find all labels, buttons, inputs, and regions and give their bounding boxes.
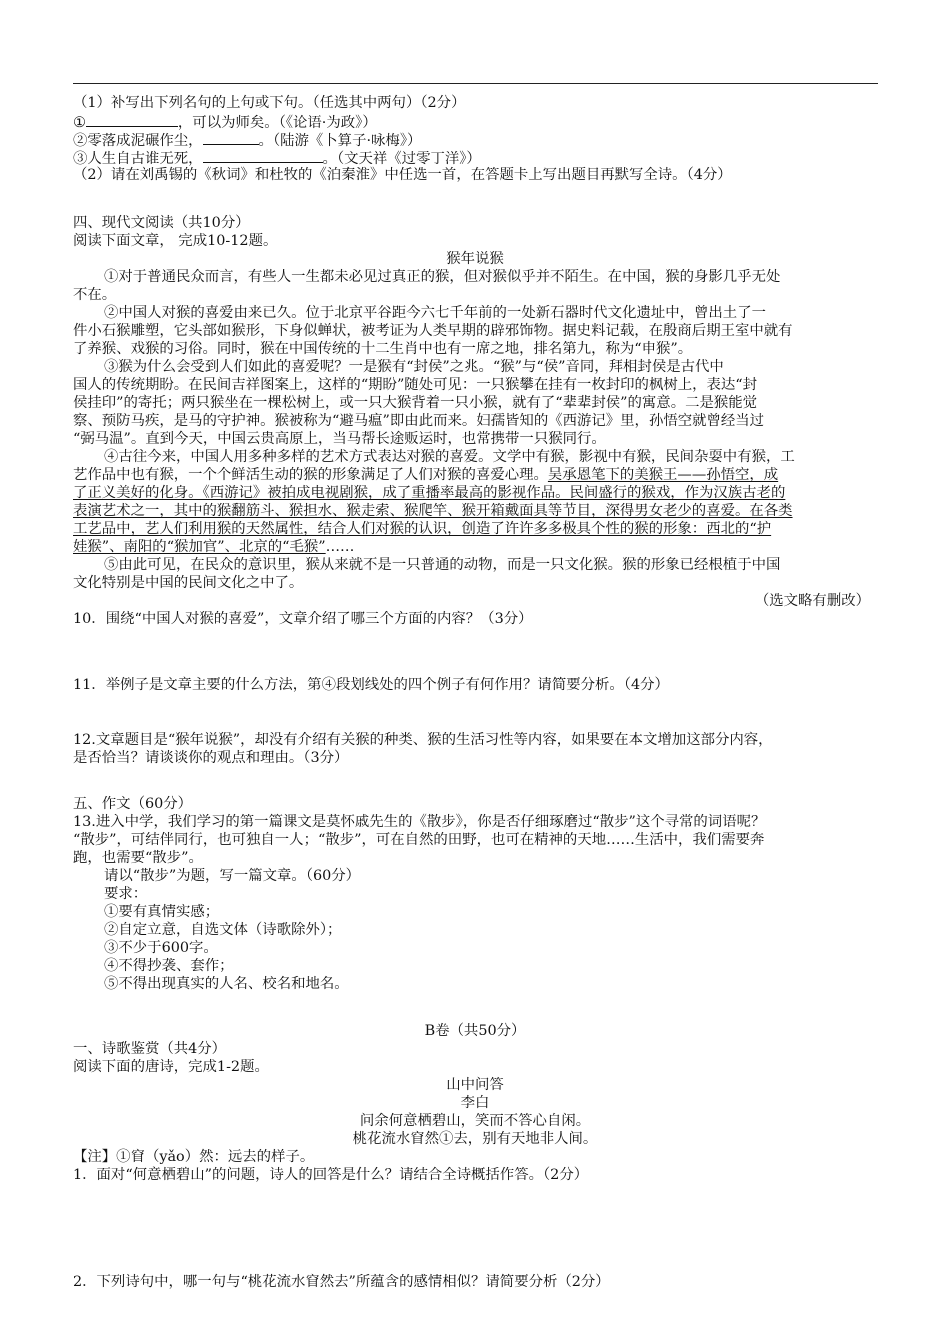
poetry-heading: 一、诗歌鉴赏（共4分） xyxy=(73,1041,227,1057)
essay-line3: 跑，也需要“散步”。 xyxy=(73,850,203,866)
part-b-question-1: 1．面对“何意栖碧山”的问题，诗人的回答是什么？请结合全诗概括作答。（2分） xyxy=(73,1167,589,1183)
para3-line2: 国人的传统期盼。在民间吉祥图案上，这样的“期盼”随处可见：一只猴攀在挂有一枚封印的枫树上，表达“封 xyxy=(73,377,758,393)
essay-req-5: ⑤不得出现真实的人名、校名和地名。 xyxy=(104,976,349,992)
para3-line3: 侯挂印”的寄托；两只猴坐在一棵松树上，或一只大猴背着一只小猴，就有了“辈辈封侯”的寓意。二是猴能觉 xyxy=(73,395,758,411)
essay-prompt: 请以“散步”为题，写一篇文章。（60分） xyxy=(104,868,361,884)
essay-req-4: ④不得抄袭、套作； xyxy=(104,958,234,974)
para4-line3: 了正义美好的化身。《西游记》被拍成电视剧猴，成了重播率最高的影视作品。民间盛行的猴戏，作为汉族古老的 xyxy=(73,485,786,501)
question-11: 11．举例子是文章主要的什么方法，第④段划线处的四个例子有何作用？请简要分析。（4分） xyxy=(73,677,669,693)
para5-line1: ⑤由此可见，在民众的意识里，猴从来就不是一只普通的动物，而是一只文化猴。猴的形象已经根植于中国 xyxy=(104,557,781,573)
para1-line2: 不在。 xyxy=(73,287,117,303)
q1-item-a: ① ，可以为师矣。（《论语·为政》） xyxy=(73,112,377,132)
q1-intro: （1）补写出下列名句的上句或下句。（任选其中两句）（2分） xyxy=(73,95,466,111)
poem-title: 山中问答 xyxy=(446,1077,504,1093)
para3-line1: ③猴为什么会受到人们如此的喜爱呢？一是猴有“封侯”之兆。“猴”与“侯”音同，拜相封侯是古代中 xyxy=(104,359,724,375)
poem-verse-1: 问余何意栖碧山，笑而不答心自闲。 xyxy=(359,1113,591,1129)
para2-line1: ②中国人对猴的喜爱由来已久。位于北京平谷距今六七千年前的一处新石器时代文化遗址中，曾出土了一 xyxy=(104,305,766,321)
para4-line2: 艺作品中也有猴，一个个鲜活生动的猴的形象满足了人们对猴的喜爱心理。吴承恩笔下的美猴王——孙悟空，成 xyxy=(73,467,779,483)
answer-blank-b[interactable] xyxy=(203,130,259,145)
para4-line1: ④古往今来，中国人用多种多样的艺术方式表达对猴的喜爱。文学中有猴，影视中有猴，民间杂耍中有猴，工 xyxy=(104,449,795,465)
q2-text: （2）请在刘禹锡的《秋词》和杜牧的《泊秦淮》中任选一首，在答题卡上写出题目再默写全诗。（4分） xyxy=(73,167,732,183)
top-rule xyxy=(73,83,878,84)
essay-req-2: ②自定立意，自选文体（诗歌除外）； xyxy=(104,922,342,938)
poem-verse-2: 桃花流水窅然①去，别有天地非人间。 xyxy=(352,1131,598,1147)
reading-instruction: 阅读下面文章， 完成10-12题。 xyxy=(73,233,278,249)
article-title: 猴年说猴 xyxy=(446,251,504,267)
para5-line2: 文化特别是中国的民间文化之中了。 xyxy=(73,575,304,591)
essay-req-3: ③不少于600字。 xyxy=(104,940,218,956)
essay-line1: 13.进入中学，我们学习的第一篇课文是莫怀戚先生的《散步》，你是否仔细琢磨过“散步”这个寻常的词语呢？ xyxy=(73,814,766,830)
para4-line5: 工艺品中，艺人们利用猴的天然属性，结合人们对猴的认识，创造了许许多多极具个性的猴的形象：西北的“护 xyxy=(73,521,772,537)
para4-line6: 娃猴”、南阳的“猴加官”、北京的“毛猴”…… xyxy=(73,539,355,555)
poem-note: 【注】①窅（yǎo）然：远去的样子。 xyxy=(73,1149,315,1165)
question-10: 10．围绕“中国人对猴的喜爱”，文章介绍了哪三个方面的内容？（3分） xyxy=(73,611,533,627)
underlined-example: 吴承恩笔下的美猴王——孙悟空，成 xyxy=(547,467,779,483)
answer-blank-a[interactable] xyxy=(86,112,178,127)
poem-author: 李白 xyxy=(460,1095,490,1111)
para2-line3: 了养猴、戏猴的习俗。同时，猴在中国传统的十二生肖中也有一席之地，排名第九，称为“申猴”。 xyxy=(73,341,693,357)
q1-item-c: ③人生自古谁无死， 。（文天祥《过零丁洋》） xyxy=(73,148,481,168)
essay-req-1: ①要有真情实感； xyxy=(104,904,220,920)
question-12-line1: 12.文章题目是“猴年说猴”，却没有介绍有关猴的种类、猴的生活习性等内容，如果要在本文增加这部分内容， xyxy=(73,732,773,748)
para3-line4: 察、预防马疾，是马的守护神。猴被称为“避马瘟”即由此而来。妇孺皆知的《西游记》里，孙悟空就曾经当过 xyxy=(73,413,765,429)
poetry-instruction: 阅读下面的唐诗，完成1-2题。 xyxy=(73,1059,269,1075)
para2-line2: 件小石猴雕塑，它头部如猴形，下身似蝉状，被考证为人类早期的辟邪饰物。据史料记载，在殷商后期王室中就有 xyxy=(73,323,793,339)
para1-line1: ①对于普通民众而言，有些人一生都未必见过真正的猴，但对猴似乎并不陌生。在中国，猴的身影几乎无处 xyxy=(104,269,781,285)
source-note: （选文略有删改） xyxy=(754,593,870,609)
para3-line5: “弼马温”。直到今天，中国云贵高原上，当马帮长途贩运时，也常携带一只猴同行。 xyxy=(73,431,606,447)
reading-heading: 四、现代文阅读（共10分） xyxy=(73,215,250,231)
para4-line4: 表演艺术之一，其中的猴翻筋斗、猴担水、猴走索、猴爬竿、猴开箱戴面具等节目，深得男女老少的喜爱。在各类 xyxy=(73,503,793,519)
essay-heading: 五、作文（60分） xyxy=(73,796,193,812)
answer-blank-c[interactable] xyxy=(203,148,323,163)
essay-requirements-label: 要求： xyxy=(104,886,148,902)
q1-item-b: ②零落成泥碾作尘， 。（陆游《卜算子·咏梅》） xyxy=(73,130,421,150)
question-12-line2: 是否恰当？请谈谈你的观点和理由。（3分） xyxy=(73,750,349,766)
part-b-heading: B卷（共50分） xyxy=(424,1023,526,1039)
essay-line2: “散步”，可结伴同行，也可独自一人；“散步”，可在自然的田野，也可在精神的天地……生活中，我们需要奔 xyxy=(73,832,765,848)
part-b-question-2: 2．下列诗句中，哪一句与“桃花流水窅然去”所蕴含的感情相似？请简要分析（2分） xyxy=(73,1274,610,1290)
